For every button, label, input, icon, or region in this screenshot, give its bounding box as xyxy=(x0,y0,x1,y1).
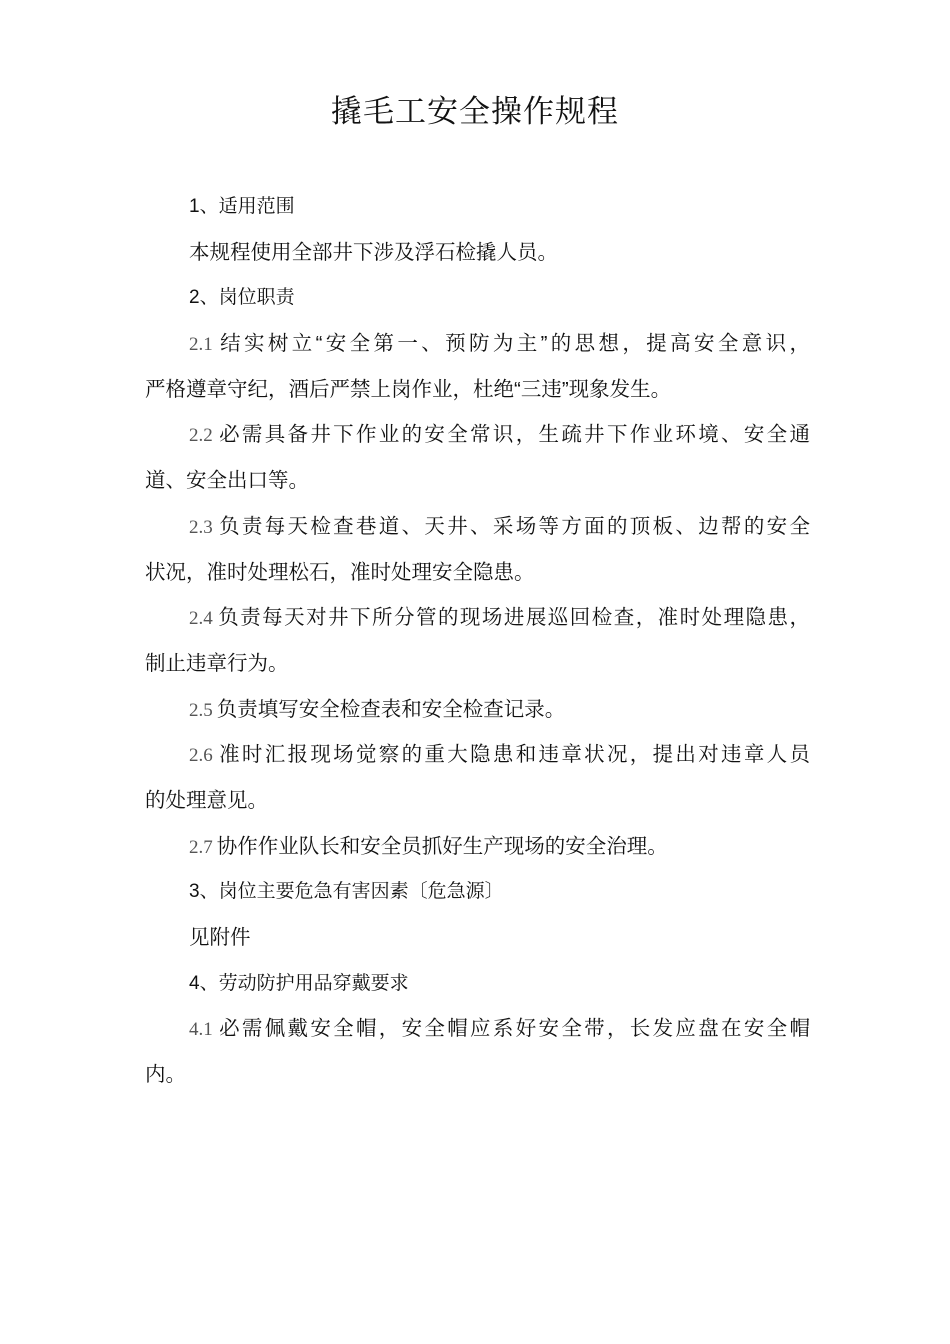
clause-number: 2.3 xyxy=(189,516,213,538)
paragraph-text: 负责填写安全检查表和安全检查记录。 xyxy=(216,697,566,721)
paragraph-line xyxy=(145,1058,810,1104)
paragraph-text: 负责每天检查巷道、天井、采场等方面的顶板、边帮的安全 xyxy=(216,514,810,538)
paragraph-text: 负责每天对井下所分管的现场进展巡回检查，准时处理隐患， xyxy=(216,606,810,630)
paragraph-line xyxy=(145,830,810,876)
document-title: 撬毛工安全操作规程 xyxy=(331,94,619,129)
clause-number: 2.1 xyxy=(189,334,213,356)
paragraph-text: 见附件 xyxy=(189,926,251,949)
paragraph-text: 必需具备井下作业的安全常识，生疏井下作业环境、安全通 xyxy=(216,423,810,447)
paragraph-text: 严格遵章守纪，酒后严禁上岗作业，杜绝“三违”现象发生。 xyxy=(145,377,672,401)
paragraph-line xyxy=(145,647,810,693)
paragraph-text: 道、安全出口等。 xyxy=(145,469,309,493)
paragraph-text: 准时汇报现场觉察的重大隐患和违章状况，提出对违章人员 xyxy=(216,743,810,767)
paragraph-line xyxy=(145,601,810,647)
paragraph-text: 制止违章行为。 xyxy=(145,651,289,675)
paragraph-line xyxy=(145,418,810,464)
paragraph-line xyxy=(145,373,810,419)
paragraph-line xyxy=(145,464,810,510)
paragraph-line xyxy=(145,327,810,373)
paragraph-text: 状况，准时处理松石，准时处理安全隐患。 xyxy=(145,560,535,584)
document-body xyxy=(145,190,810,1104)
clause-number: 2.5 xyxy=(189,699,213,721)
section-heading: 2、岗位职责 xyxy=(189,287,295,309)
paragraph-line xyxy=(145,1012,810,1058)
paragraph-text: 必需佩戴安全帽，安全帽应系好安全带，长发应盘在安全帽 xyxy=(216,1017,810,1041)
paragraph-line xyxy=(145,784,810,830)
clause-number: 2.7 xyxy=(189,836,213,858)
paragraph-line xyxy=(145,510,810,556)
clause-number: 4.1 xyxy=(189,1019,213,1041)
paragraph-line xyxy=(145,693,810,739)
paragraph-line xyxy=(145,921,810,967)
section-heading: 3、岗位主要危急有害因素〔危急源〕 xyxy=(189,881,504,903)
clause-number: 2.2 xyxy=(189,425,213,447)
paragraph-text: 内。 xyxy=(145,1063,186,1087)
paragraph-line xyxy=(145,556,810,602)
paragraph-text: 协作作业队长和安全员抓好生产现场的安全治理。 xyxy=(216,834,668,858)
section-heading: 1、适用范围 xyxy=(189,196,295,217)
paragraph-text: 的处理意见。 xyxy=(145,788,268,812)
clause-number: 2.6 xyxy=(189,745,213,767)
paragraph-line xyxy=(145,236,810,282)
paragraph-line xyxy=(145,738,810,784)
paragraph-text: 结实树立“安全第一、预防为主”的思想，提高安全意识， xyxy=(216,332,810,356)
clause-number: 2.4 xyxy=(189,608,213,630)
paragraph-text: 本规程使用全部井下涉及浮石检撬人员。 xyxy=(189,240,558,264)
section-heading: 4、劳动防护用品穿戴要求 xyxy=(189,972,409,994)
